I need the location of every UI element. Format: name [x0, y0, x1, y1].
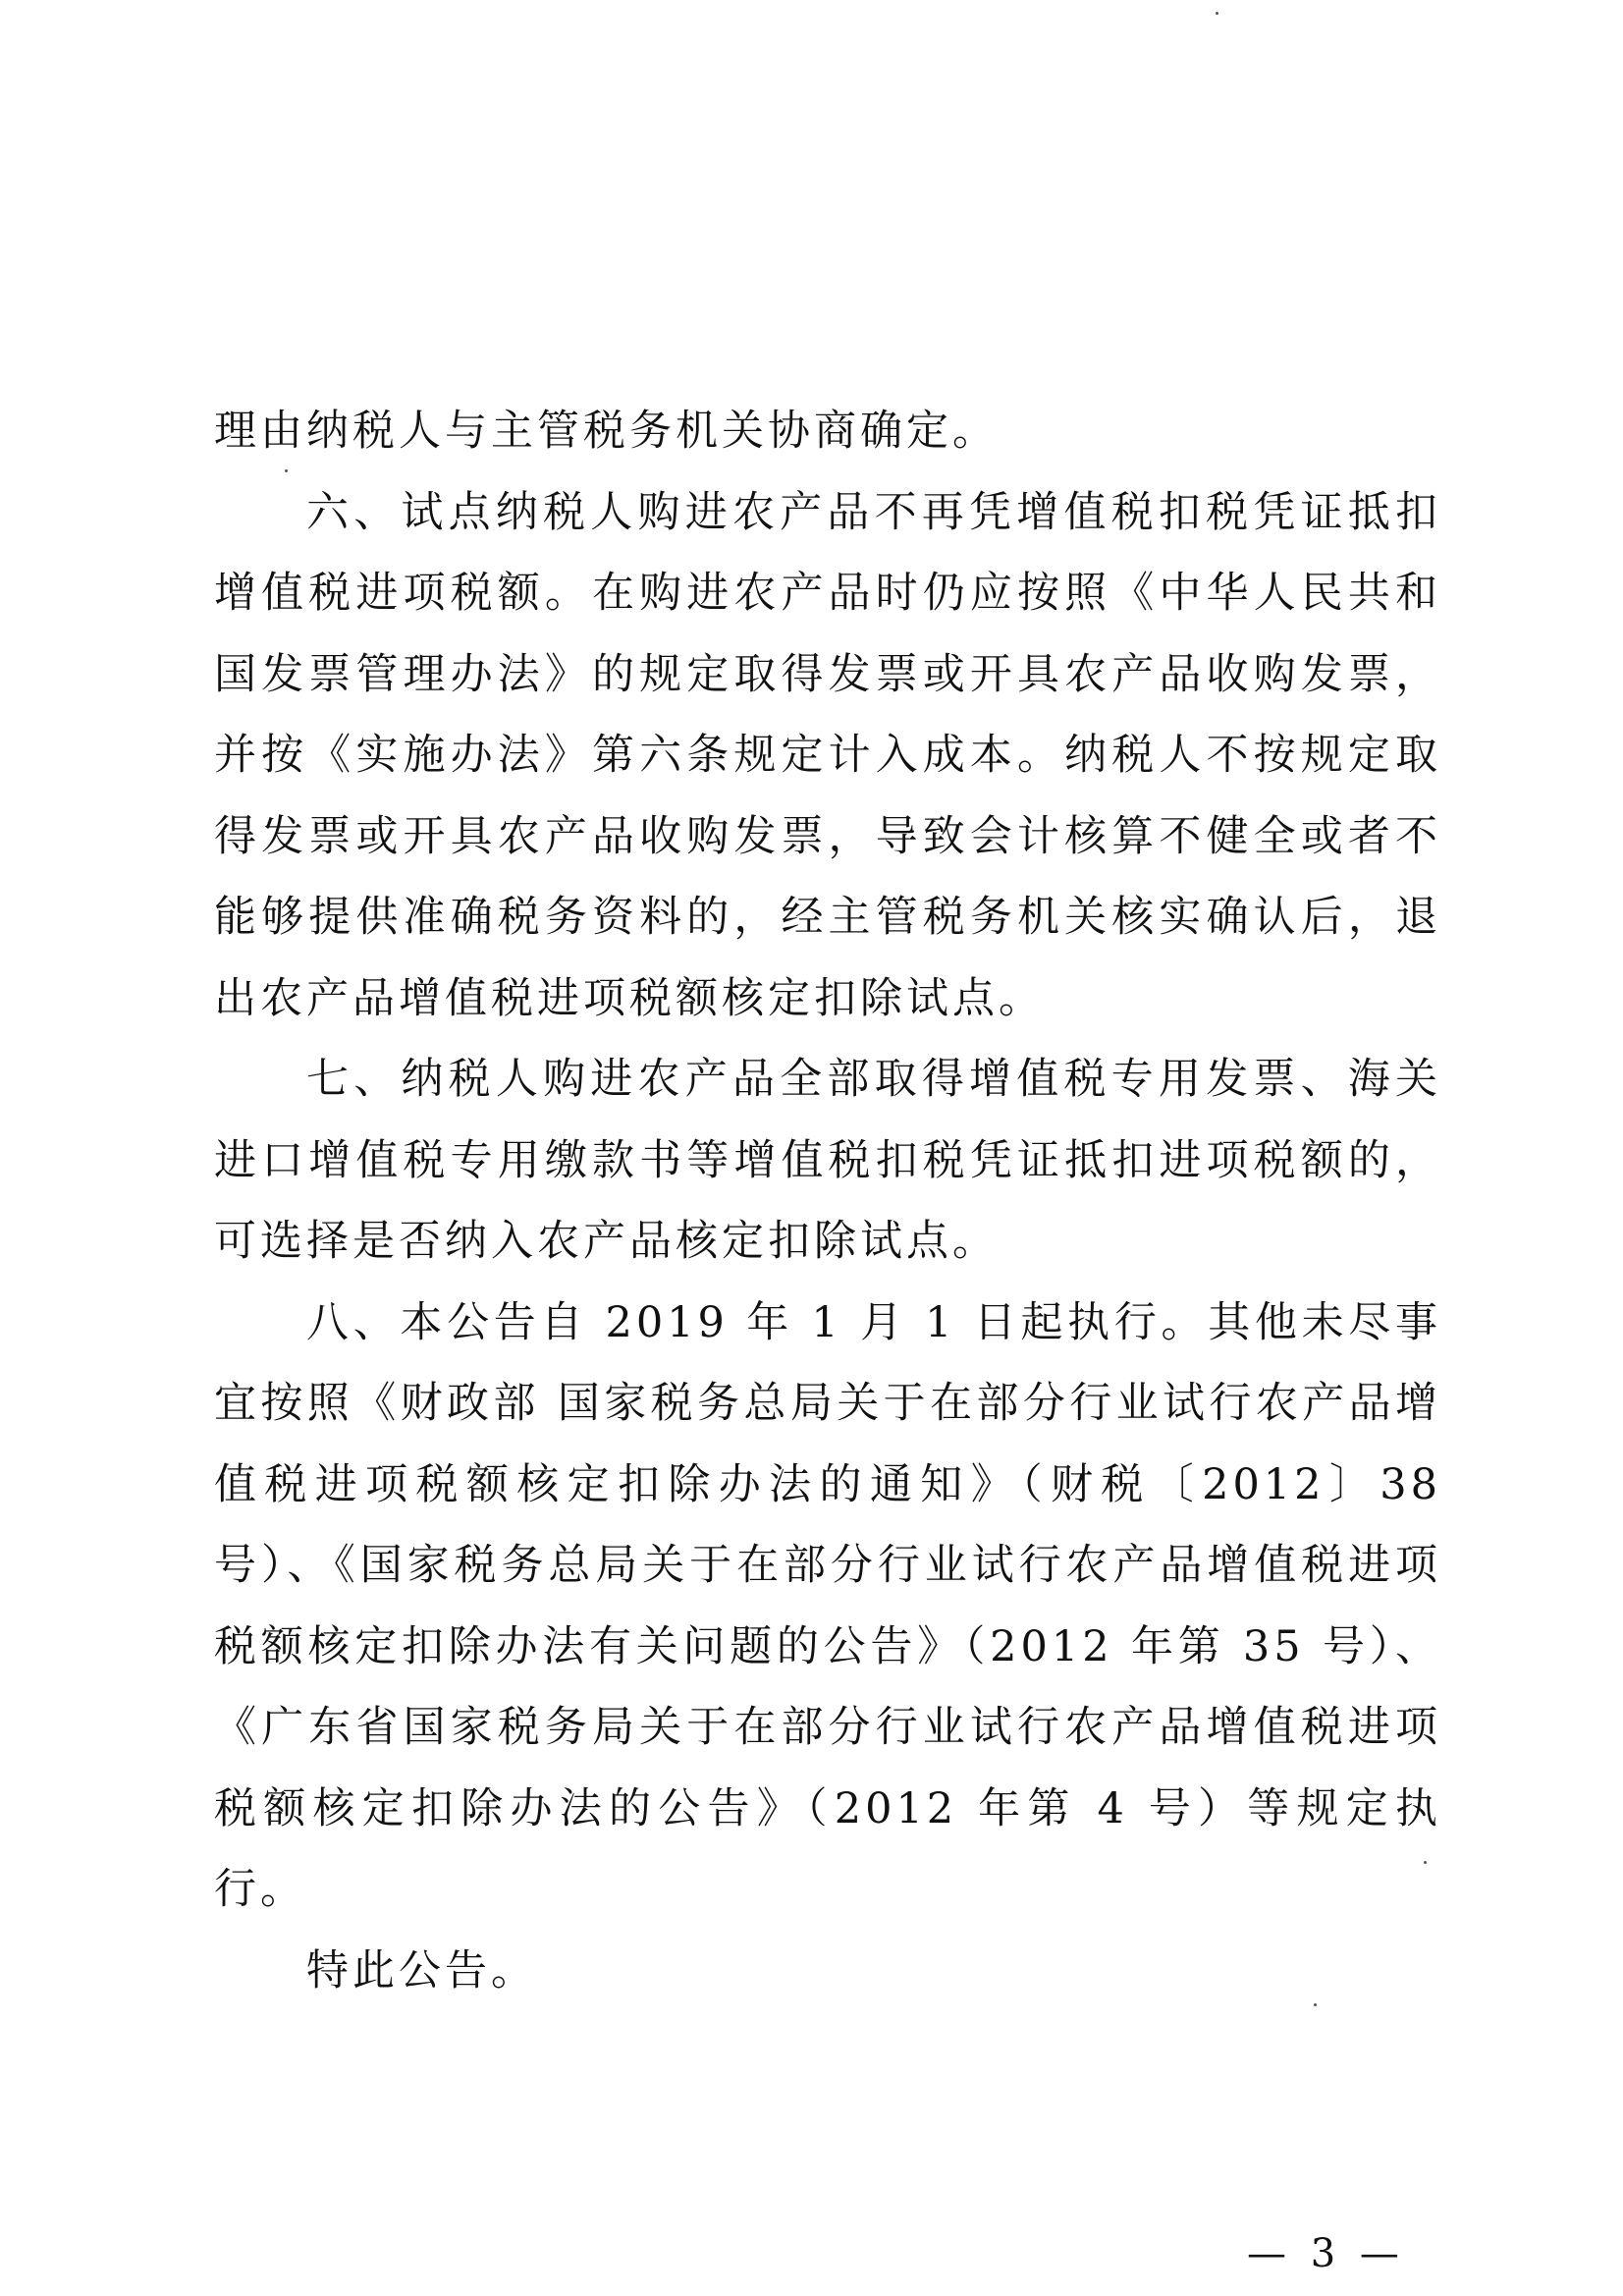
paragraph-item-7: 七、纳税人购进农产品全部取得增值税专用发票、海关进口增值税专用缴款书等增值税扣税凭证抵扣进项税额的，可选择是否纳入农产品核定扣除试点。	[214, 1055, 1441, 1266]
document-body	[214, 391, 1441, 2011]
paragraph-item-8: 八、本公告自 2019 年 1 月 1 日起执行。其他未尽事宜按照《财政部 国家税务总局关于在部分行业试行农产品增值税进项税额核定扣除办法的通知》（财税〔2012〕38 号）、《国家税务总局关于在部分行业试行农产品增值税进项税额核定扣除办法有关问题的公告》（2012 年第 35 号）、《广东省国家税务局关于在部分行业试行农产品增值税进项税额核定扣除办法的公告》（2012 年第 4 号）等规定执行。	[214, 1297, 1441, 1914]
paragraph-closing: 特此公告。	[306, 1945, 537, 1995]
paragraph-item-6: 六、试点纳税人购进农产品不再凭增值税扣税凭证抵扣增值税进项税额。在购进农产品时仍应按照《中华人民共和国发票管理办法》的规定取得发票或开具农产品收购发票，并按《实施办法》第六条规定计入成本。纳税人不按规定取得发票或开具农产品收购发票，导致会计核算不健全或者不能够提供准确税务资料的，经主管税务机关核实确认后，退出农产品增值税进项税额核定扣除试点。	[214, 487, 1441, 1023]
paragraph-continuation: 理由纳税人与主管税务机关协商确定。	[214, 407, 999, 456]
scan-speck	[1424, 1861, 1427, 1864]
scan-speck	[1314, 2003, 1317, 2006]
scan-speck	[1216, 12, 1218, 15]
page-number: — 3 —	[1247, 2231, 1405, 2276]
scan-speck	[285, 469, 288, 472]
